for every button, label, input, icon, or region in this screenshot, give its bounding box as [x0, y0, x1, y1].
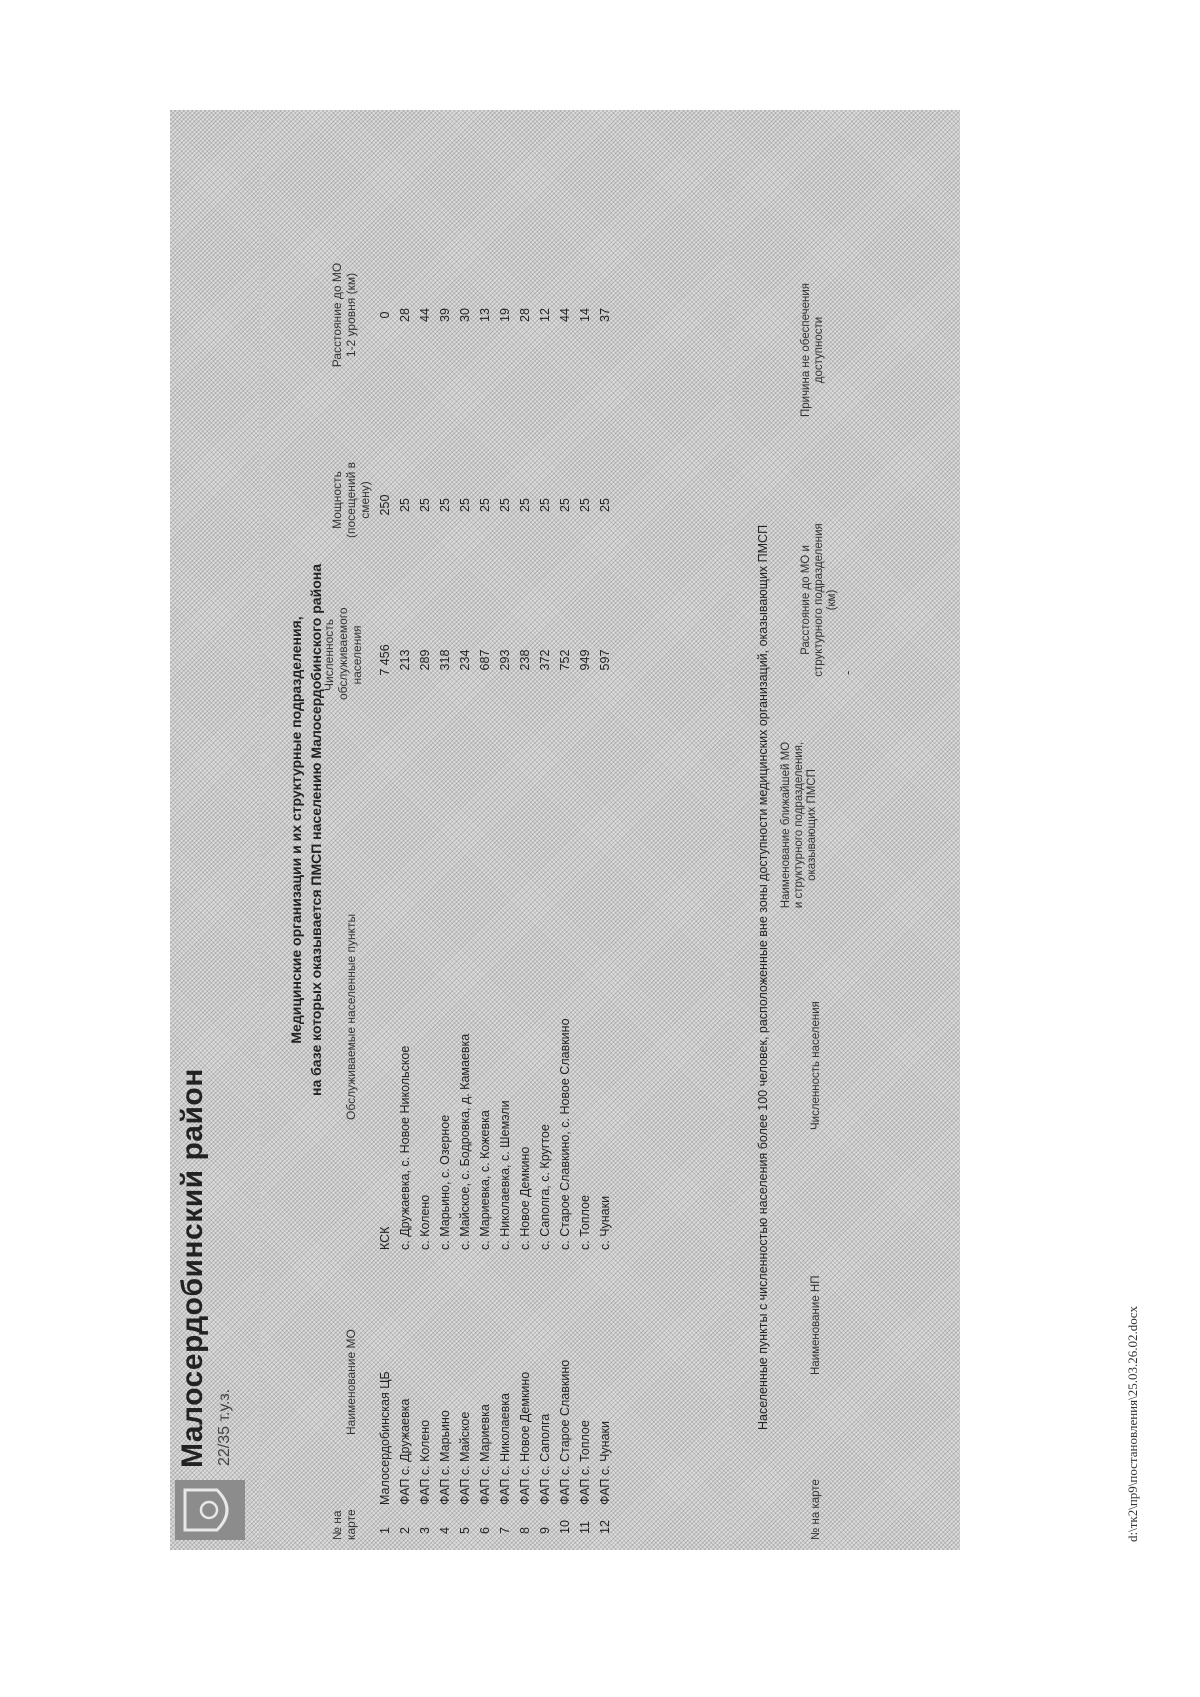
cell-distance: 28: [518, 308, 532, 322]
cell-distance: 44: [418, 308, 432, 322]
column-header-capacity: Мощность (посещений в смену): [330, 462, 372, 538]
cell-num: 8: [518, 1527, 532, 1534]
cell-name: ФАП с. Мариевка: [478, 1404, 492, 1505]
cell-population: 318: [438, 649, 452, 671]
column-header-distance: Расстояние до МО 1-2 уровня (км): [330, 262, 358, 368]
cell-num: 1: [378, 1527, 392, 1534]
lower-table-title: Населенные пункты с численностью населения более 100 человек, расположенные вне зоны доступности медицинских организаций, оказывающих ПМСП: [756, 524, 770, 1430]
column-header-points: Обслуживаемые населенные пункты: [344, 913, 358, 1120]
cell-points: с. Майское, с. Бодровка, д. Камаевка: [458, 1033, 472, 1250]
cell-population: 372: [538, 649, 552, 671]
cell-name: ФАП с. Старое Славкино: [558, 1359, 572, 1505]
cell-population: 289: [418, 649, 432, 671]
cell-capacity: 25: [398, 498, 412, 512]
cell-distance: 0: [378, 311, 392, 319]
cell-distance: 12: [538, 308, 552, 322]
cell-distance: 13: [478, 308, 492, 322]
cell-name: ФАП с. Марьино: [438, 1410, 452, 1505]
cell-distance: 39: [438, 308, 452, 322]
rotated-sheet-wrapper: [170, 110, 970, 1550]
cell-population: 949: [578, 649, 592, 671]
lower-column-header-nearest: Наименование ближайшей МО и структурного подразделения, оказывающих ПМСП: [780, 741, 818, 909]
cell-capacity: 25: [478, 498, 492, 512]
cell-name: ФАП с. Николаевка: [498, 1393, 512, 1505]
district-header: [170, 110, 260, 1550]
lower-column-header-num: № на карте: [810, 1479, 822, 1540]
cell-points: с. Николаевка, с. Шемэли: [498, 1100, 512, 1250]
cell-capacity: 25: [498, 498, 512, 512]
table-row: [456, 110, 476, 1550]
cell-num: 12: [598, 1520, 612, 1534]
cell-num: 9: [538, 1527, 552, 1534]
landscape-sheet: [170, 110, 970, 1550]
cell-num: 4: [438, 1527, 452, 1534]
cell-points: КСК: [378, 1226, 392, 1250]
table-row: [536, 110, 556, 1550]
cell-name: ФАП с. Дружаевка: [398, 1398, 412, 1505]
cell-points: с. Мариевка, с. Кожевка: [478, 1110, 492, 1250]
cell-distance: 14: [578, 308, 592, 322]
cell-capacity: 25: [578, 498, 592, 512]
cell-capacity: 25: [538, 498, 552, 512]
cell-points: с. Колено: [418, 1194, 432, 1250]
cell-name: ФАП с. Саполга: [538, 1413, 552, 1505]
cell-population: 687: [478, 649, 492, 671]
table-row: [516, 110, 536, 1550]
cell-population: 213: [398, 649, 412, 671]
district-title: Малосердобинский район: [176, 1068, 209, 1468]
lower-table-dash: -: [840, 670, 855, 675]
cell-capacity: 25: [598, 498, 612, 512]
table-row: [396, 110, 416, 1550]
table-row: [496, 110, 516, 1550]
cell-population: 7 456: [378, 644, 392, 676]
cell-population: 293: [498, 649, 512, 671]
cell-num: 2: [398, 1527, 412, 1534]
cell-num: 5: [458, 1527, 472, 1534]
cell-num: 6: [478, 1527, 492, 1534]
column-header-name: Наименование МО: [344, 1329, 358, 1435]
cell-capacity: 25: [558, 498, 572, 512]
cell-name: ФАП с. Топлое: [578, 1420, 592, 1505]
file-path-footer: d:\тк2\пр9\постановления\25.03.26.02.docx: [1125, 1305, 1140, 1543]
cell-population: 597: [598, 649, 612, 671]
cell-num: 11: [578, 1521, 592, 1534]
cell-num: 10: [558, 1520, 572, 1534]
district-subtitle: 22/35 т.у.з.: [216, 1388, 233, 1466]
cell-distance: 28: [398, 308, 412, 322]
table-row: [576, 110, 596, 1550]
cell-capacity: 25: [438, 498, 452, 512]
cell-points: с. Новое Демкино: [518, 1146, 532, 1250]
cell-points: с. Марьино, с. Озерное: [438, 1114, 452, 1250]
cell-points: с. Топлое: [578, 1195, 592, 1250]
cell-name: Малосердобинская ЦБ: [378, 1371, 392, 1505]
cell-capacity: 250: [378, 494, 392, 516]
cell-points: с. Чунаки: [598, 1195, 612, 1250]
lower-column-header-distance: Расстояние до МО и структурного подразделения (км): [800, 523, 838, 677]
cell-num: 7: [498, 1527, 512, 1534]
upper-table: [260, 110, 730, 1550]
cell-capacity: 25: [418, 498, 432, 512]
table-row: [556, 110, 576, 1550]
cell-name: ФАП с. Колено: [418, 1419, 432, 1505]
table-row: [436, 110, 456, 1550]
cell-distance: 44: [558, 308, 572, 322]
district-emblem-icon: [175, 1480, 245, 1540]
cell-name: ФАП с. Майское: [458, 1411, 472, 1505]
table-row: [596, 110, 616, 1550]
cell-population: 234: [458, 649, 472, 671]
cell-points: с. Дружаевка, с. Новое Никольское: [398, 1045, 412, 1250]
lower-column-header-population: Численность населения: [810, 1001, 822, 1130]
cell-population: 238: [518, 649, 532, 671]
table-row: [376, 110, 396, 1550]
upper-title-line2: на базе которых оказывается ПМСП населению Малосердобинского района: [308, 564, 324, 1096]
cell-name: ФАП с. Новое Демкино: [518, 1371, 532, 1505]
table-row: [416, 110, 436, 1550]
cell-capacity: 25: [518, 498, 532, 512]
table-row: [476, 110, 496, 1550]
cell-distance: 37: [598, 308, 612, 322]
cell-population: 752: [558, 649, 572, 671]
cell-num: 3: [418, 1527, 432, 1534]
lower-table: [730, 110, 960, 1550]
lower-column-header-reason: Причина не обеспечения доступности: [800, 283, 825, 418]
cell-capacity: 25: [458, 498, 472, 512]
cell-points: с. Саполга, с. Кругтое: [538, 1124, 552, 1250]
cell-distance: 30: [458, 308, 472, 322]
lower-column-header-point: Наименование НП: [810, 1275, 822, 1375]
column-header-num: № на карте: [330, 1509, 358, 1540]
cell-name: ФАП с. Чунаки: [598, 1421, 612, 1505]
column-header-population: Численность обслуживаемого населения: [322, 607, 364, 700]
upper-table-title: [286, 490, 326, 1170]
cell-points: с. Старое Славкино, с. Новое Славкино: [558, 1018, 572, 1250]
cell-distance: 19: [498, 308, 512, 322]
upper-title-line1: Медицинские организации и их структурные подразделения,: [288, 616, 304, 1044]
